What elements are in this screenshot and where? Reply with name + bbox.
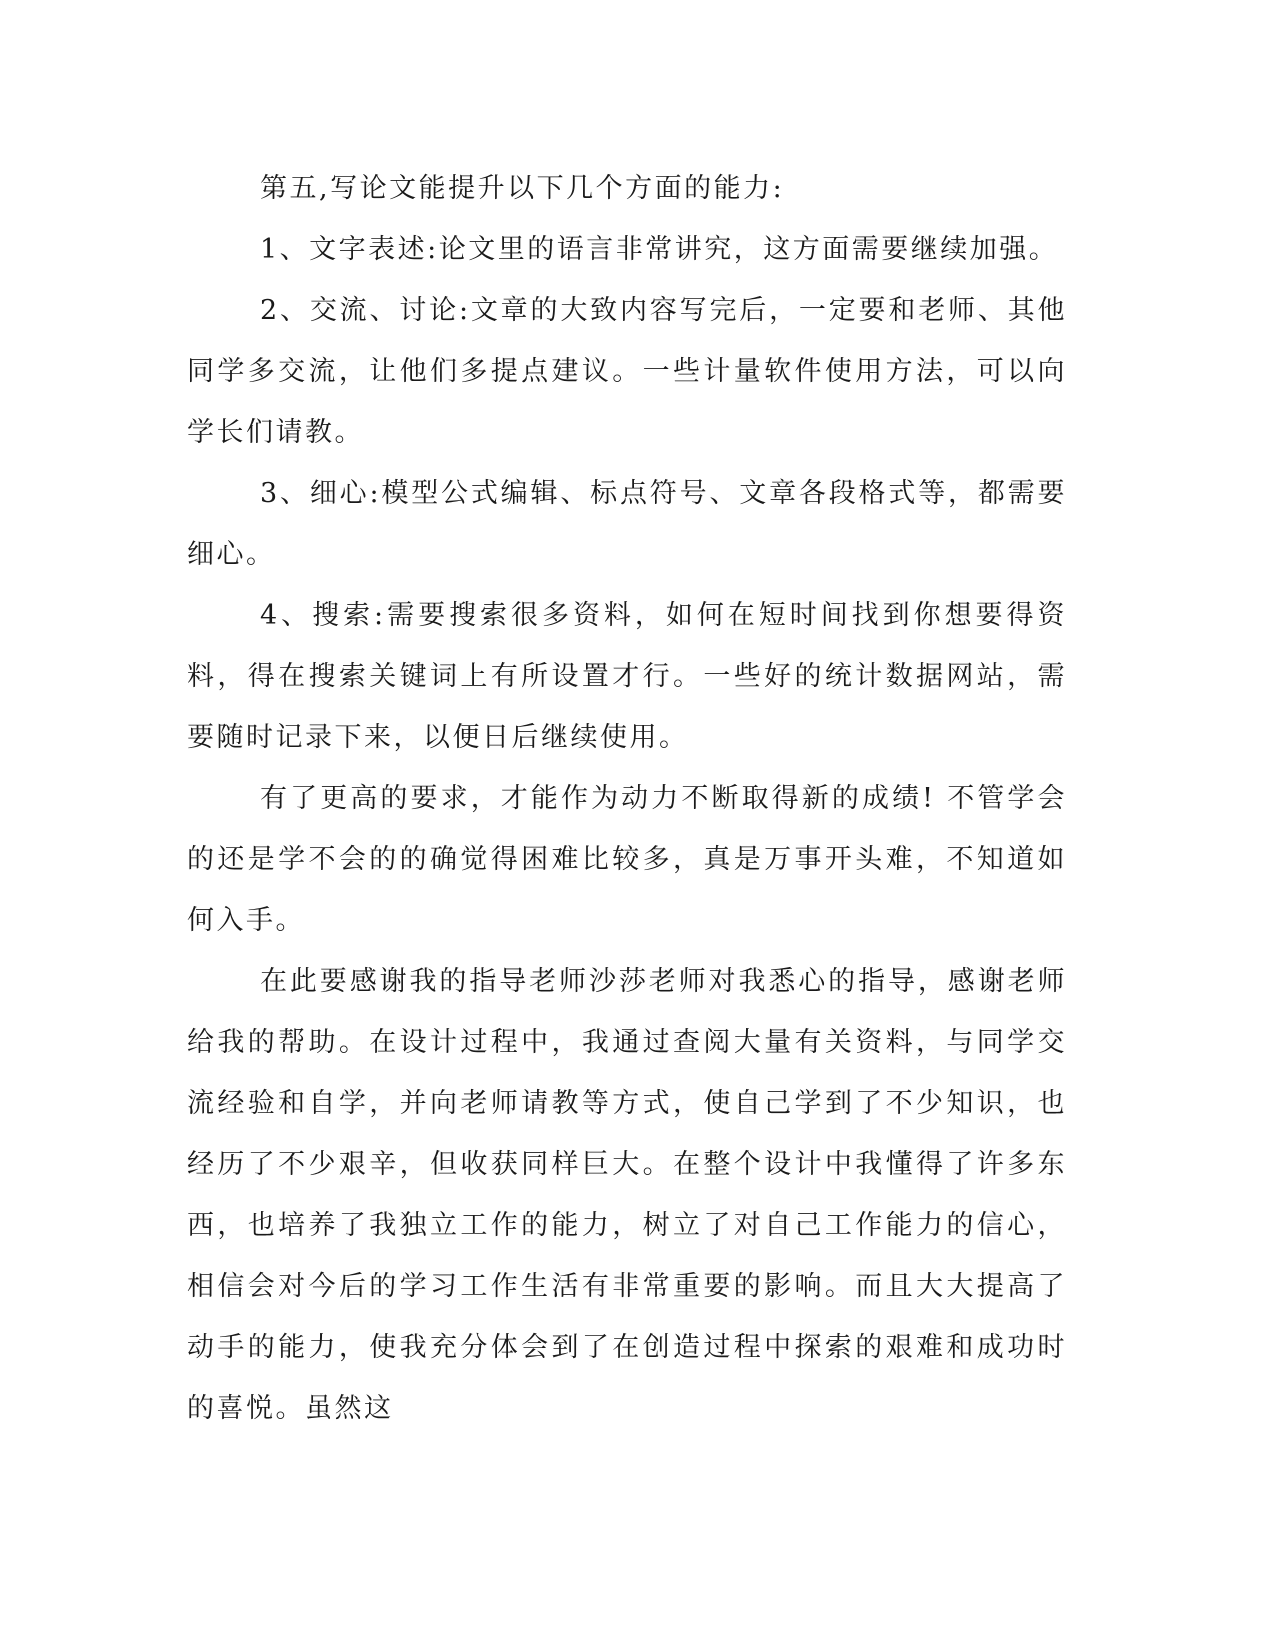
paragraph-writing-expression: 1、文字表述:论文里的语言非常讲究，这方面需要继续加强。 bbox=[260, 234, 1059, 265]
paragraph-communication: 2、交流、讨论:文章的大致内容写完后，一定要和老师、其他同学多交流，让他们多提点建议。一些计量软件使用方法，可以向学长们请教。 bbox=[187, 295, 1067, 448]
paragraph-ability-intro: 第五,写论文能提升以下几个方面的能力: bbox=[260, 173, 785, 204]
paragraph-acknowledgement: 在此要感谢我的指导老师沙莎老师对我悉心的指导，感谢老师给我的帮助。在设计过程中，我通过查阅大量有关资料，与同学交流经验和自学，并向老师请教等方式，使自己学到了不少知识，也经历了不少艰辛，但收获同样巨大。在整个设计中我懂得了许多东西，也培养了我独立工作的能力，树立了对自己工作能力的信心，相信会对今后的学习工作生活有非常重要的影响。而且大大提高了动手的能力，使我充分体会到了在创造过程中探索的艰难和成功时的喜悦。虽然这 bbox=[187, 966, 1067, 1424]
paragraph-higher-requirements: 有了更高的要求，才能作为动力不断取得新的成绩! 不管学会的还是学不会的的确觉得困难比较多，真是万事开头难，不知道如何入手。 bbox=[187, 783, 1067, 936]
paragraph-searching: 4、搜索:需要搜索很多资料，如何在短时间找到你想要得资料，得在搜索关键词上有所设置才行。一些好的统计数据网站，需要随时记录下来，以便日后继续使用。 bbox=[187, 600, 1067, 753]
paragraph-carefulness: 3、细心:模型公式编辑、标点符号、文章各段格式等，都需要细心。 bbox=[187, 478, 1067, 570]
document-body bbox=[187, 158, 1067, 1439]
